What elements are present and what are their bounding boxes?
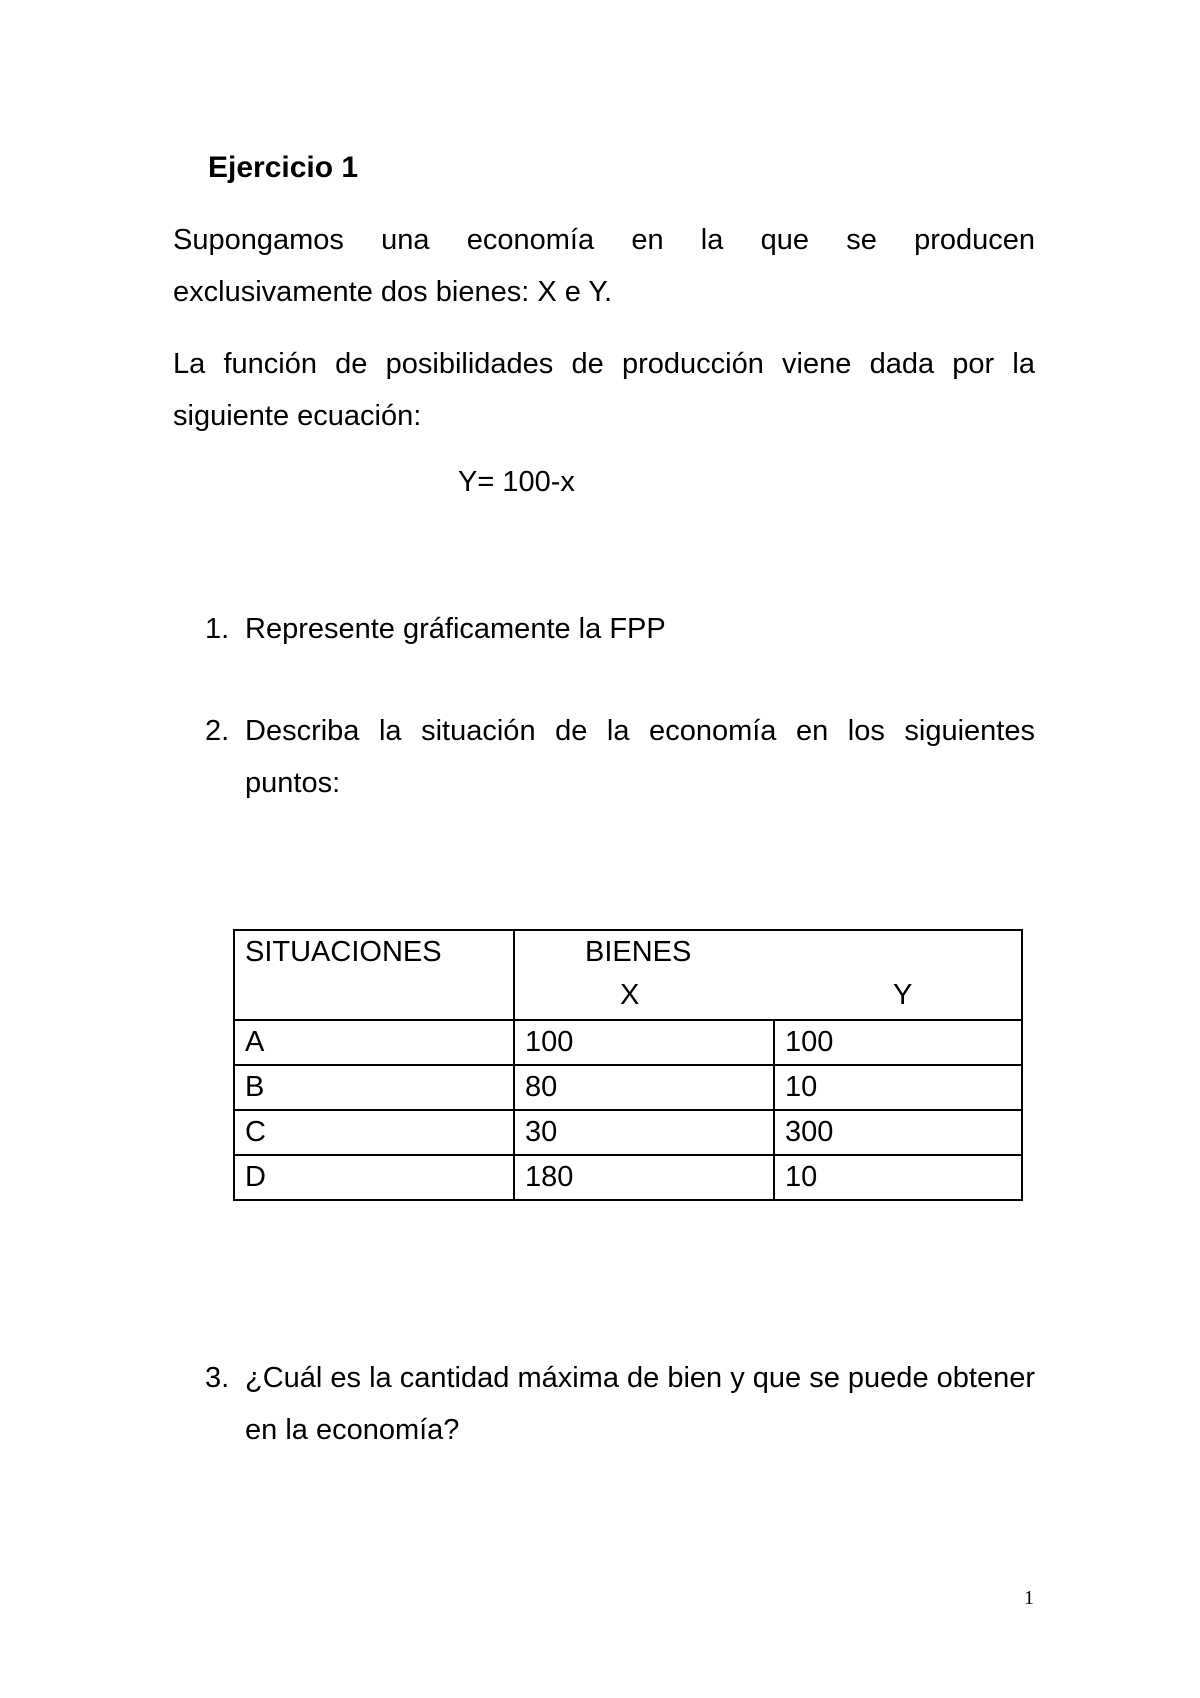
header-x: X	[620, 979, 640, 1011]
cell-situacion: B	[234, 1065, 514, 1110]
question-3	[205, 1352, 1035, 1456]
intro-paragraph: Supongamos una economía en la que se producen exclusivamente dos bienes: X e Y.	[173, 224, 1035, 308]
question-text: Represente gráficamente la FPP	[245, 613, 666, 645]
page-number: 1	[1024, 1587, 1034, 1609]
cell-y: 300	[774, 1110, 1022, 1155]
cell-situacion: C	[234, 1110, 514, 1155]
question-text: Describa la situación de la economía en los siguientes puntos:	[245, 715, 1035, 799]
cell-x: 30	[514, 1110, 774, 1155]
table-row	[234, 1065, 1022, 1110]
question-number: 3.	[205, 1362, 230, 1394]
cell-y: 10	[774, 1065, 1022, 1110]
question-2	[205, 705, 1035, 809]
header-bienes-cell	[514, 930, 1022, 1020]
cell-x: 80	[514, 1065, 774, 1110]
header-y: Y	[893, 979, 913, 1011]
question-text: ¿Cuál es la cantidad máxima de bien y que se puede obtener en la economía?	[245, 1362, 1035, 1446]
question-number: 2.	[205, 715, 230, 747]
question-1	[205, 603, 1035, 655]
table-row	[234, 1020, 1022, 1065]
question-number: 1.	[205, 613, 230, 645]
exercise-title: Ejercicio 1	[208, 151, 359, 184]
cell-y: 10	[774, 1155, 1022, 1200]
table-row	[234, 1155, 1022, 1200]
cell-situacion: A	[234, 1020, 514, 1065]
ppf-paragraph: La función de posibilidades de producción viene dada por la siguiente ecuación:	[173, 348, 1035, 432]
table-row	[234, 1110, 1022, 1155]
table-header-row	[234, 930, 1022, 1020]
header-bienes: BIENES	[585, 936, 692, 968]
cell-situacion: D	[234, 1155, 514, 1200]
cell-y: 100	[774, 1020, 1022, 1065]
header-situaciones: SITUACIONES	[234, 930, 514, 1020]
situations-table	[233, 929, 1023, 1201]
cell-x: 100	[514, 1020, 774, 1065]
cell-x: 180	[514, 1155, 774, 1200]
ppf-equation: Y= 100-x	[458, 466, 575, 498]
